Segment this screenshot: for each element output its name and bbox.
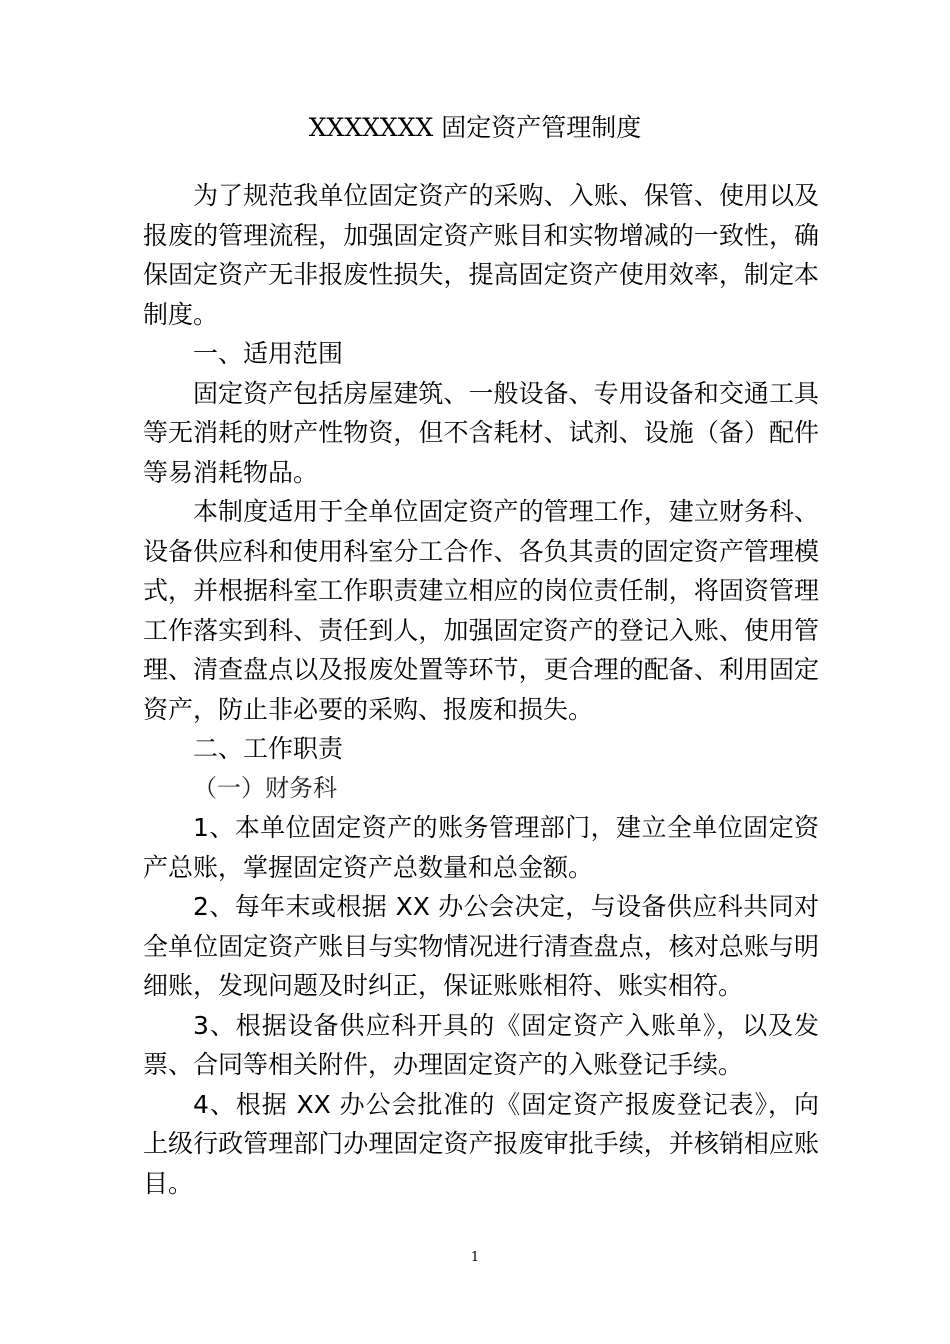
page-number: 1 bbox=[470, 1250, 480, 1265]
section-heading-duties: 二、工作职责 bbox=[193, 734, 344, 763]
subsection-heading-finance: （一）财务科 bbox=[193, 773, 337, 802]
scope-paragraph-1: 固定资产包括房屋建筑、一般设备、专用设备和交通工具等无消耗的财产性物资，但不含耗材、试剂、设施（备）配件等易消耗物品。 bbox=[143, 378, 819, 487]
duty-item: 1、本单位固定资产的账务管理部门，建立全单位固定资产总账，掌握固定资产总数量和总金额。 bbox=[143, 813, 819, 882]
document-title: XXXXXXX 固定资产管理制度 bbox=[308, 113, 642, 142]
duty-item: 4、根据 XX 办公会批准的《固定资产报废登记表》，向上级行政管理部门办理固定资产报废审批手续，并核销相应账目。 bbox=[143, 1089, 819, 1198]
document-body bbox=[143, 176, 819, 1203]
section-heading-scope: 一、适用范围 bbox=[193, 339, 344, 368]
scope-paragraph-2: 本制度适用于全单位固定资产的管理工作，建立财务科、设备供应科和使用科室分工合作、各负其责的固定资产管理模式，并根据科室工作职责建立相应的岗位责任制，将固资管理工作落实到科、责任到人，加强固定资产的登记入账、使用管理、清查盘点以及报废处置等环节，更合理的配备、利用固定资产，防止非必要的采购、报废和损失。 bbox=[143, 497, 819, 724]
duty-item: 3、根据设备供应科开具的《固定资产入账单》，以及发票、合同等相关附件，办理固定资产的入账登记手续。 bbox=[143, 1010, 819, 1079]
duty-item: 2、每年末或根据 XX 办公会决定，与设备供应科共同对全单位固定资产账目与实物情况进行清查盘点，核对总账与明细账，发现问题及时纠正，保证账账相符、账实相符。 bbox=[143, 892, 819, 1000]
intro-paragraph: 为了规范我单位固定资产的采购、入账、保管、使用以及报废的管理流程，加强固定资产账目和实物增减的一致性，确保固定资产无非报废性损失，提高固定资产使用效率，制定本制度。 bbox=[143, 181, 819, 329]
